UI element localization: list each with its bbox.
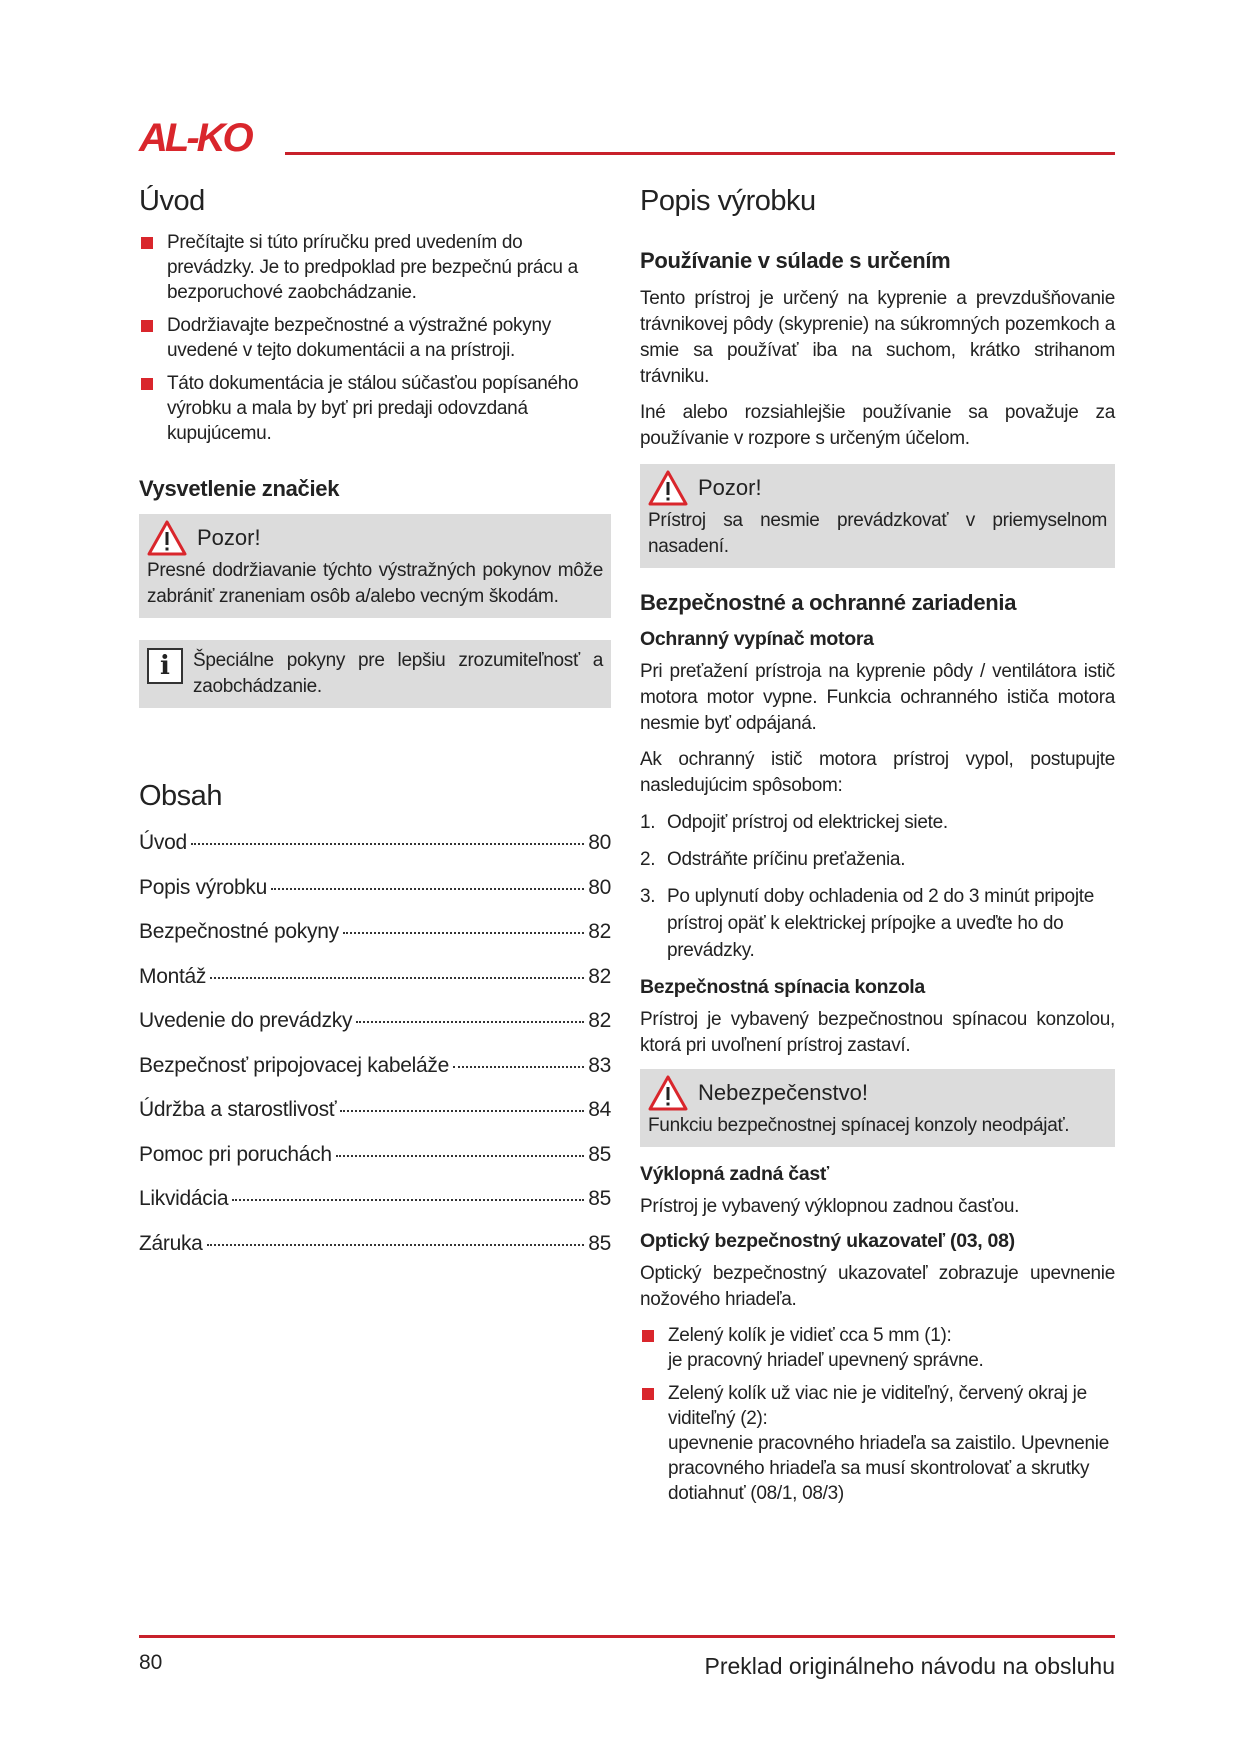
intro-bullet: Prečítajte si túto príručku pred uvedením do prevádzky. Je to predpoklad pre bezpečnú prácu a bezporuchové zaobchádzanie. [139,230,611,305]
caution-box-industrial [640,464,1115,568]
motor-protection-heading: Ochranný vypínač motora [640,628,874,650]
tilt-rear-heading: Výklopná zadná časť [640,1163,829,1185]
optical-indicator-text: Optický bezpečnostný ukazovateľ zobrazuje upevnenie nožového hriadeľa. [640,1263,1115,1310]
footer-title: Preklad originálneho návodu na obsluhu [704,1653,1115,1679]
safety-console-text: Prístroj je vybavený bezpečnostnou spínacou konzolou, ktorá pri uvoľnení prístroj zastaví. [640,1009,1115,1056]
toc-entry: Likvidácia 85 [139,1187,611,1210]
page-number: 80 [139,1651,163,1674]
danger-box [640,1069,1115,1147]
toc-entry: Úvod 80 [139,831,611,854]
intro-bullet: Dodržiavajte bezpečnostné a výstražné pokyny uvedené v tejto dokumentácii a na prístroji. [139,313,611,363]
step-item: 1. Odpojiť prístroj od elektrickej siete. [640,812,948,833]
warning-triangle-icon [648,1075,688,1111]
safety-console-heading: Bezpečnostná spínacia konzola [640,976,925,998]
info-text: Špeciálne pokyny pre lepšiu zrozumiteľnosť a zaobchádzanie. [193,650,603,697]
info-icon: i [147,648,183,684]
intro-bullets [139,230,611,446]
toc-entry: Montáž 82 [139,964,611,988]
reset-steps [640,809,1115,964]
caution-text: Prístroj sa nesmie prevádzkovať v priemyselnom nasadení. [648,510,1107,557]
toc-entry: Pomoc pri poruchách 85 [139,1142,611,1166]
optical-indicator-heading: Optický bezpečnostný ukazovateľ (03, 08) [640,1230,1015,1252]
intended-use-text: Tento prístroj je určený na kyprenie a prevzdušňovanie trávnikovej pôdy (skyprenie) na súkromných pozemkoch a smie sa používať iba na suchom, krátko strihanom trávniku. [640,288,1115,387]
tilt-rear-text: Prístroj je vybavený výklopnou zadnou časťou. [640,1196,1020,1217]
toc-entry: Uvedenie do prevádzky 82 [139,1009,611,1032]
intro-bullet: Táto dokumentácia je stálou súčasťou popísaného výrobku a mala by byť pri predaji odovzdaná kupujúcemu. [139,371,611,446]
caution-box [139,514,611,618]
optical-indicator-bullets [640,1323,1115,1506]
caution-title: Pozor! [197,525,261,550]
toc-entry: Popis výrobku 80 [139,875,611,899]
caution-text: Presné dodržiavanie týchto výstražných pokynov môže zabrániť zraneniam osôb a/alebo vecným škodám. [147,560,603,607]
danger-text: Funkciu bezpečnostnej spínacej konzoly neodpájať. [648,1115,1070,1136]
motor-protection-text: Pri preťažení prístroja na kyprenie pôdy / ventilátora istič motora motor vypne. Funkcia ochranného ističa motora nesmie byť odpájaná. [640,661,1115,734]
info-box [139,640,611,708]
warning-triangle-icon [648,470,688,506]
toc-heading: Obsah [139,780,222,812]
safety-devices-heading: Bezpečnostné a ochranné zariadenia [640,590,1017,615]
warning-triangle-icon [147,520,187,556]
table-of-contents [139,831,611,1276]
symbols-heading: Vysvetlenie značiek [139,476,340,501]
step-item: 3. Po uplynutí doby ochladenia od 2 do 3 minút pripojte prístroj opäť k elektrickej prípojke a uveďte ho do prevádzky. [640,886,1094,961]
alko-logo: AL-KO [139,116,251,160]
header-rule [285,152,1115,155]
motor-procedure-intro: Ak ochranný istič motora prístroj vypol, postupujte nasledujúcim spôsobom: [640,749,1115,796]
caution-title: Pozor! [698,475,762,500]
toc-entry: Bezpečnostné pokyny 82 [139,920,611,943]
toc-entry: Bezpečnosť pripojovacej kabeláže 83 [139,1053,611,1077]
toc-entry: Údržba a starostlivosť 84 [139,1098,611,1121]
misuse-text: Iné alebo rozsiahlejšie používanie sa považuje za používanie v rozpore s určeným účelom. [640,402,1115,449]
product-heading: Popis výrobku [640,185,816,217]
footer-rule [139,1635,1115,1638]
left-column [139,185,611,1276]
page-header [139,118,1115,158]
step-item: 2. Odstráňte príčinu preťaženia. [640,849,906,870]
optical-bullet: Zelený kolík je vidieť cca 5 mm (1): je pracovný hriadeľ upevnený správne. [640,1323,1115,1373]
intended-use-heading: Používanie v súlade s určením [640,248,951,273]
danger-title: Nebezpečenstvo! [698,1080,868,1105]
intro-heading: Úvod [139,185,205,217]
optical-bullet: Zelený kolík už viac nie je viditeľný, červený okraj je viditeľný (2): upevnenie pracovného hriadeľa sa zaistilo. Upevnenie pracovného hriadeľa sa musí skontrolovať a skrutky dotiahnuť (08/1, 08/3) [640,1381,1115,1506]
right-column [640,185,1115,1514]
toc-entry: Záruka 85 [139,1231,611,1255]
